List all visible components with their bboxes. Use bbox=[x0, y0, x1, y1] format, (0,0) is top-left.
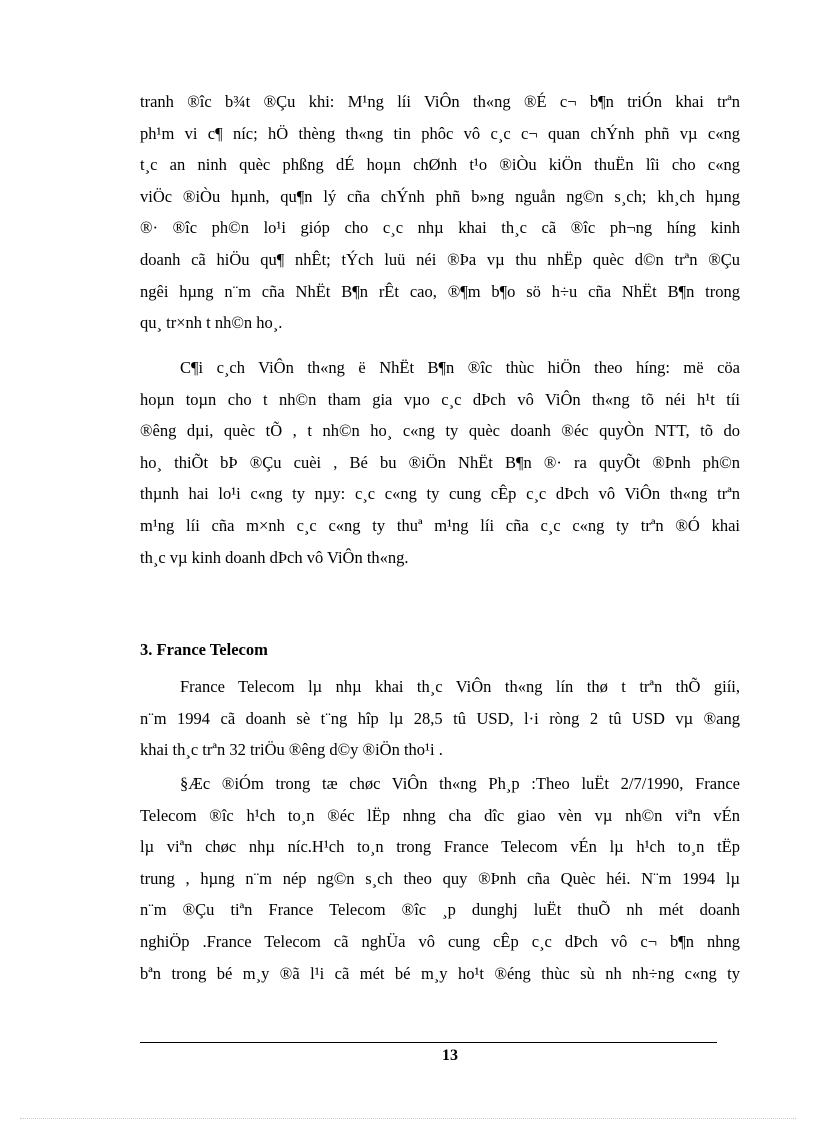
text-line: khai th¸c trªn 32 triÖu ®êng d©y ®iÖn tho¹i . bbox=[140, 740, 443, 760]
text-line: n¨m 1994 cã doanh sè t¨ng hîp lµ 28,5 tû USD, l·i ròng 2 tû USD vµ ®ang bbox=[140, 708, 740, 728]
text-line: thµnh hai lo¹i c«ng ty nµy: c¸c c«ng ty cung cÊp c¸c dÞch vô ViÔn th«ng trªn bbox=[140, 484, 740, 504]
text-line: ®êng dµi, quèc tÕ , t nh©n ho¸ c«ng ty quèc doanh ®éc quyÒn NTT, tõ do bbox=[140, 421, 740, 441]
paragraph-france-telecom-organization bbox=[140, 768, 740, 989]
text-line: ph¹m vi c¶ níc; hÖ thèng th«ng tin phôc vô c¸c c¬ quan chÝnh phñ vµ c«ng bbox=[140, 123, 740, 143]
page-bottom-border bbox=[20, 1118, 796, 1119]
text-line: t¸c an ninh quèc phßng dÉ hoµn chØnh t¹o ®iÒu kiÖn thuËn lîi cho c«ng bbox=[140, 155, 740, 175]
section-heading: 3. France Telecom bbox=[140, 640, 268, 659]
text-line: tranh ®îc b¾t ®Çu khi: M¹ng líi ViÔn th«ng ®É c¬ b¶n triÓn khai trªn bbox=[140, 92, 740, 111]
text-line: nghiÖp .France Telecom cã nghÜa vô cung cÊp c¸c dÞch vô c¬ b¶n nhng bbox=[140, 931, 740, 951]
paragraph-france-telecom-intro bbox=[140, 671, 740, 766]
text-line: viÖc ®iÒu hµnh, qu¶n lý cña chÝnh phñ b»ng nguån ng©n s¸ch; kh¸ch hµng bbox=[140, 186, 740, 206]
text-line: doanh cã hiÖu qu¶ nhÊt; tÝch luü néi ®Þa vµ thu nhËp quèc d©n trªn ®Çu bbox=[140, 249, 740, 269]
text-line: Telecom ®îc h¹ch to¸n ®éc lËp nhng cha dîc giao vèn vµ nh©n viªn vÉn bbox=[140, 805, 740, 825]
text-line: hoµn toµn cho t nh©n tham gia vµo c¸c dÞch vô ViÔn th«ng tõ néi h¹t tíi bbox=[140, 389, 740, 409]
text-line: bªn trong bé m¸y ®ã l¹i cã mét bé m¸y ho¹t ®éng thùc sù nh nh÷ng c«ng ty bbox=[140, 963, 740, 983]
text-line: trung , hµng n¨m nép ng©n s¸ch theo quy ®Þnh cña Quèc héi. N¨m 1994 lµ bbox=[140, 868, 740, 888]
page-number: 13 bbox=[442, 1047, 458, 1064]
text-line: §Æc ®iÓm trong tæ chøc ViÔn th«ng Ph¸p :Theo luËt 2/7/1990, France bbox=[180, 774, 740, 793]
text-line: C¶i c¸ch ViÔn th«ng ë NhËt B¶n ®îc thùc hiÖn theo híng: më cöa bbox=[180, 358, 740, 377]
text-line: lµ viªn chøc nhµ níc.H¹ch to¸n trong France Telecom vÉn lµ h¹ch to¸n tËp bbox=[140, 837, 740, 857]
text-line: ho¸ thiÕt bÞ ®Çu cuèi , Bé bu ®iÖn NhËt B¶n ®· ra quyÕt ®Þnh ph©n bbox=[140, 452, 740, 472]
text-line: th¸c vµ kinh doanh dÞch vô ViÔn th«ng. bbox=[140, 547, 409, 567]
text-line: m¹ng líi cña m×nh c¸c c«ng ty thuª m¹ng líi cña c¸c c«ng ty trªn ®Ó khai bbox=[140, 515, 740, 535]
text-line: n¨m ®Çu tiªn France Telecom ®îc ¸p dunghj luËt thuÕ nh mét doanh bbox=[140, 900, 740, 920]
text-line: France Telecom lµ nhµ khai th¸c ViÔn th«ng lín thø t trªn thÕ giíi, bbox=[180, 677, 740, 696]
footer-divider bbox=[140, 1042, 717, 1043]
paragraph-japan-competition bbox=[140, 86, 740, 339]
paragraph-japan-reform bbox=[140, 352, 740, 573]
text-line: ®· ®îc ph©n lo¹i gióp cho c¸c nhµ khai th¸c cã ®îc ph¬ng híng kinh bbox=[140, 218, 740, 238]
text-line: ngêi hµng n¨m cña NhËt B¶n rÊt cao, ®¶m b¶o sö h÷u cña NhËt B¶n trong bbox=[140, 281, 740, 301]
text-line: qu¸ tr×nh t nh©n ho¸. bbox=[140, 313, 283, 333]
